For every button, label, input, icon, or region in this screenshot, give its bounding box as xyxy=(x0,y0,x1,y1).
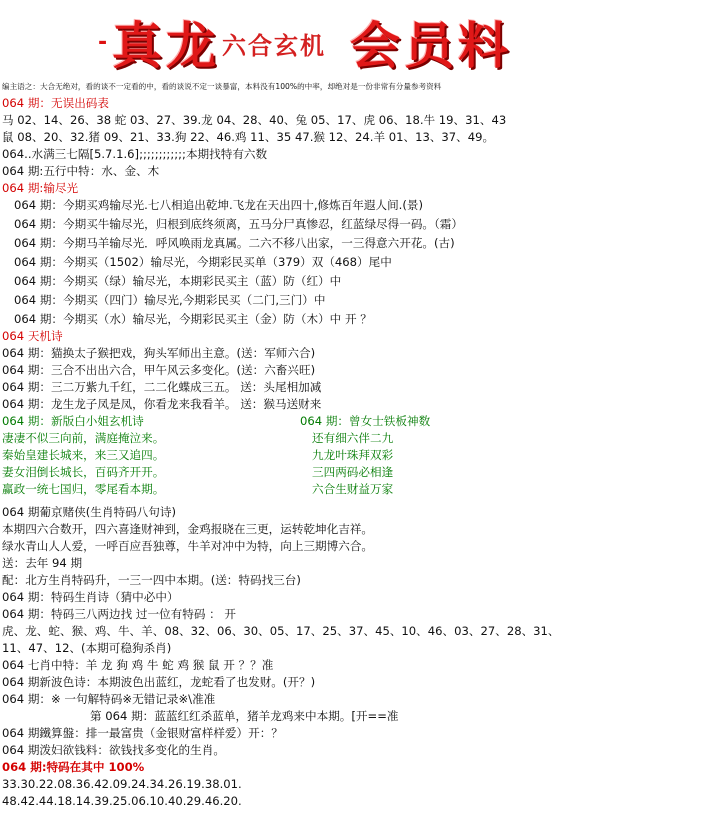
text-line: 064 期：三二万紫九千红，二二化蝶成三五。 送：头尾相加减 xyxy=(2,380,322,394)
text-line: 064 期鐵算盤：排一最富贵（金银财富样样爱）开：？ xyxy=(2,726,283,740)
poem-line-left: 妻女泪倒长城长，百码齐开开。 xyxy=(2,465,165,479)
text-line: 064 期葡京赌侠(生肖特码八句诗) xyxy=(2,505,176,519)
editor-note: 编主语之：大合无绝对，看的谈不一定看的中，看的谈说不定一谈暴富，本料没有100%的中率，却绝对是一份非常有分量参考资料 xyxy=(2,82,442,91)
poem-heading-right: 064 期：曾女士铁板神数 xyxy=(300,414,431,428)
title-char-2: 龙 xyxy=(166,16,214,75)
text-line: 马 02、14、26、38 蛇 03、27、39.龙 04、28、40、兔 05、17、虎 06、18.牛 19、31、43 xyxy=(2,113,507,127)
title-char-4: 员 xyxy=(404,16,452,75)
text-line: 064 期泼妇欲钱料：欲钱找多变化的生肖。 xyxy=(2,743,225,757)
text-line: 064 期：三合不出出六合，甲午风云多变化。(送：六畜兴旺) xyxy=(2,363,316,377)
text-line: 064 期：猫换太子猴把戏，狗头军师出主意。(送：军师六合) xyxy=(2,346,316,360)
text-line: 064 期:五行中特：水、金、木 xyxy=(2,164,160,178)
poem-line-right: 三四两码必相逢 xyxy=(312,465,394,479)
title-dash: - xyxy=(98,30,108,55)
text-line: 064 七肖中特：羊 龙 狗 鸡 牛 蛇 鸡 猴 鼠 开 ？？准 xyxy=(2,658,274,672)
number-line: 48.42.44.18.14.39.25.06.10.40.29.46.20. xyxy=(2,794,242,808)
text-line: 064 期新波色诗：本期波色出蓝红，龙蛇看了也发财。(开？) xyxy=(2,675,316,689)
title-char-5: 料 xyxy=(458,16,506,75)
poem-line-left: 凄凄不似三向前，满庭掩泣来。 xyxy=(2,431,165,445)
text-line: 064..水满三七隔[5.7.1.6];;;;;;;;;;;;本期找特有六数 xyxy=(2,147,268,161)
text-line: 064 期：特码三八两边找 过一位有特码 ： 开 xyxy=(2,607,236,621)
text-line: 064 期：特码生肖诗（猜中必中） xyxy=(2,590,179,604)
text-line: 配：北方生肖特码升，一三一四中本期。(送：特码找三台) xyxy=(2,573,301,587)
text-line: 鼠 08、20、32.猪 09、21、33.狗 22、46.鸡 11、35 47.猴 12、24.羊 01、13、37、49。 xyxy=(2,130,495,144)
text-line: 绿水青山人人爱，一呼百应吾独尊，牛羊对冲中为特，向上三期博六合。 xyxy=(2,539,374,553)
poem-line-left: 赢政一统七国归，零尾看本期。 xyxy=(2,482,165,496)
poem-line-left: 秦始皇建长城来，来三又追四。 xyxy=(2,448,165,462)
text-line: 虎、龙、蛇、猴、鸡、牛、羊、08、32、06、30、05、17、25、37、45、10、46、03、27、28、31、 xyxy=(2,624,560,638)
text-line: 送：去年 94 期 xyxy=(2,556,83,570)
number-line: 33.30.22.08.36.42.09.24.34.26.19.38.01. xyxy=(2,777,242,791)
header-banner xyxy=(0,0,720,75)
poem-line-right: 九龙叶珠拜双彩 xyxy=(312,448,394,462)
section-heading: 064 天机诗 xyxy=(2,329,63,343)
text-line: 064 期：龙生龙子凤是凤，你看龙来我看羊。 送：猴马送财来 xyxy=(2,397,322,411)
text-line: 064 期：※ 一句解特码※无错记录※\准准 xyxy=(2,692,216,706)
poem-line-right: 还有细六伴二九 xyxy=(312,431,394,445)
text-line: 064 期：今期买牛输尽光，归根到底终须离，五马分尸真惨忍，红蓝绿尽得一码。（霜） xyxy=(14,217,463,231)
section-heading: 064 期:特码在其中 100% xyxy=(2,760,145,774)
text-line: 064 期：今期买（水）输尽光，今期彩民买主（金）防（木）中 开 ？ xyxy=(14,312,372,326)
text-line: 064 期：今期买鸡输尽光.七八相追出乾坤.飞龙在天出四十,修炼百年遐人间.(景) xyxy=(14,198,424,212)
text-line: 本期四六合数开，四六喜逢财神到，金鸡报晓在三更，运转乾坤化吉祥。 xyxy=(2,522,374,536)
title-char-3: 会 xyxy=(350,16,398,75)
poem-line-right: 六合生财益万家 xyxy=(312,482,394,496)
title-subtitle: 六合玄机 xyxy=(222,31,326,60)
text-line: 064 期：今期买（1502）输尽光，今期彩民买单（379）双（468）尾中 xyxy=(14,255,392,269)
text-line: 11、47、12、(本期可稳狗杀肖) xyxy=(2,641,172,655)
title-char-1: 真 xyxy=(112,16,160,75)
poem-heading-left: 064 期：新版白小姐玄机诗 xyxy=(2,414,144,428)
text-line: 064 期：今期马羊输尽光．呼风唤雨龙真属。二六不移八出家，一三得意六开花。(古) xyxy=(14,236,455,250)
text-line: 064 期：今期买（四门）输尽光,今期彩民买（二门,三门）中 xyxy=(14,293,326,307)
text-line: 第 064 期：蓝蓝红红杀蓝单，猪羊龙鸡来中本期。[开==准 xyxy=(90,709,399,723)
text-line: 064 期：今期买（绿）输尽光，本期彩民买主（蓝）防（红）中 xyxy=(14,274,342,288)
section-heading: 064 期：无误出码表 xyxy=(2,96,109,110)
section-heading: 064 期:输尽光 xyxy=(2,181,79,195)
